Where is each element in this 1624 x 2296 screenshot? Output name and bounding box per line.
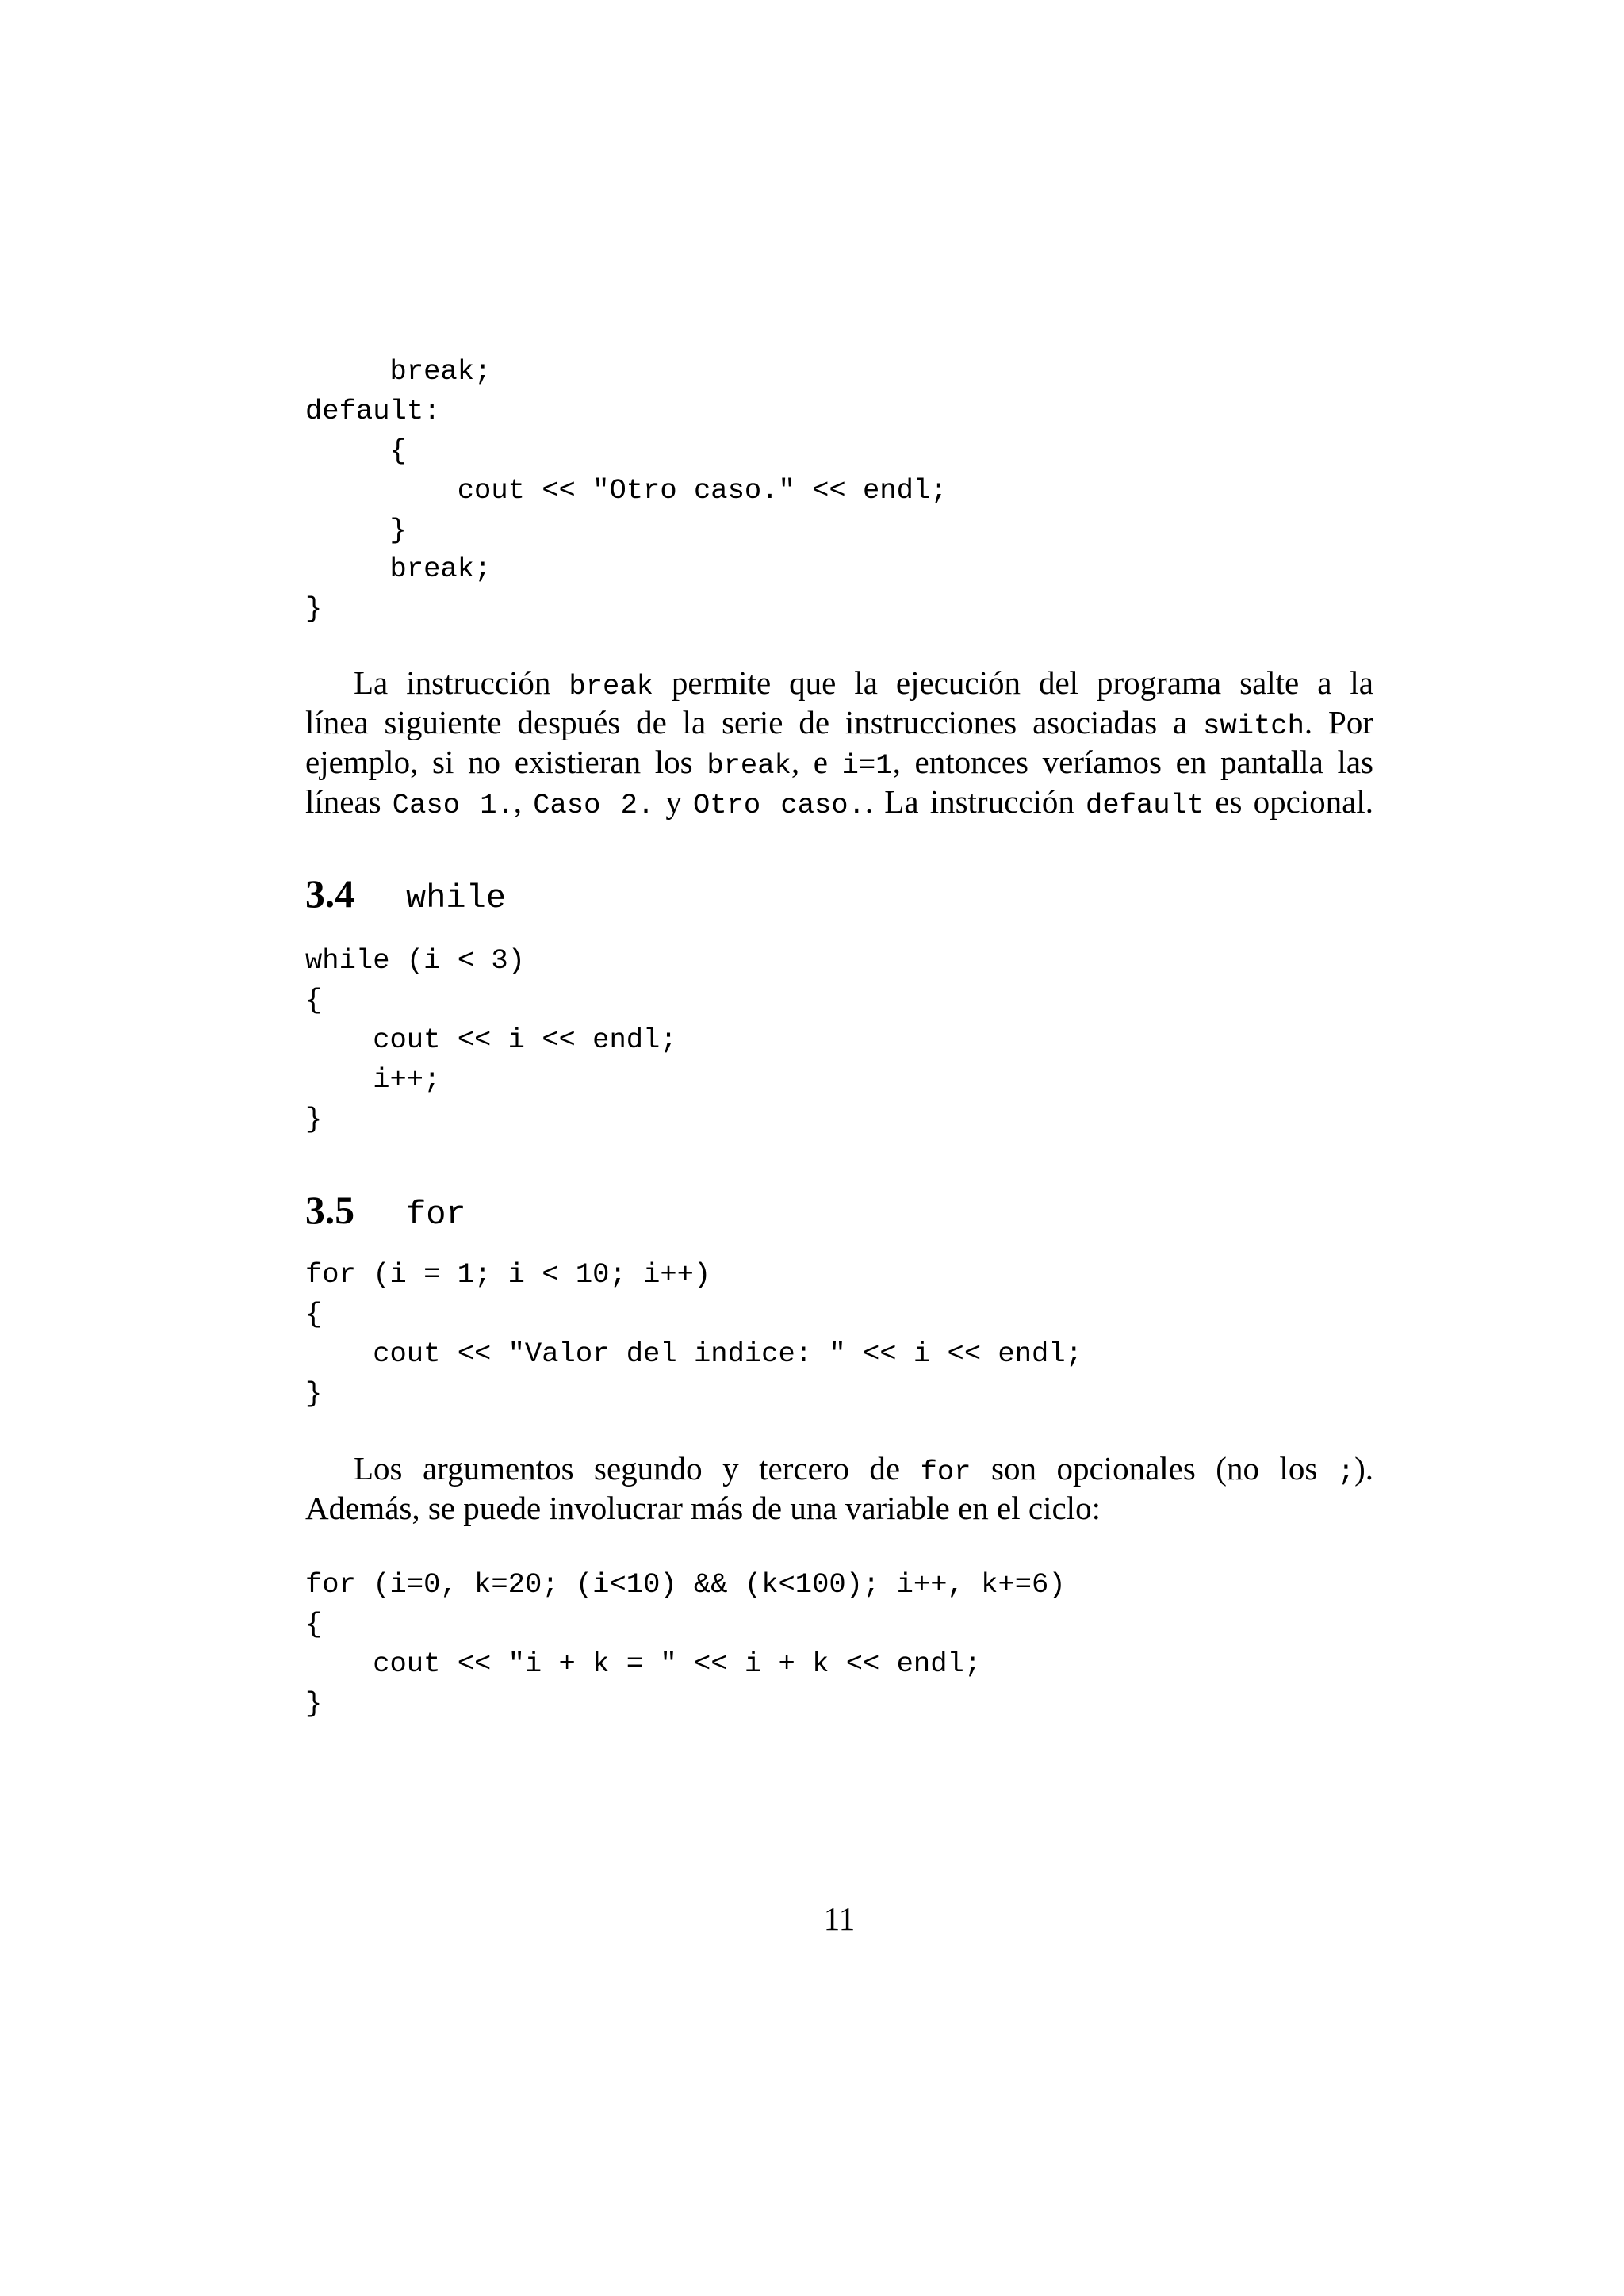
paragraph-text: Además, se puede involucrar más de una variable en el ciclo: <box>305 1489 1101 1526</box>
section-heading-while <box>305 871 506 918</box>
code-line: } <box>305 1102 323 1135</box>
paragraph-text: , <box>513 783 534 820</box>
paragraph-line <box>305 783 1373 822</box>
code-line: } <box>389 513 407 546</box>
paragraph-text: ejemplo, si no existieran los <box>305 743 707 780</box>
paragraph-text: . Por <box>1304 703 1373 740</box>
inline-code: Caso 2. <box>533 788 655 821</box>
code-line: for (i=0, k=20; (i<10) && (k<100); i++, k+=6) <box>305 1568 1066 1601</box>
inline-code: i=1 <box>841 748 893 782</box>
code-line: } <box>305 1376 323 1410</box>
paragraph-line <box>305 1489 1373 1529</box>
paragraph-text: , e <box>791 743 842 780</box>
code-line: { <box>305 1297 323 1330</box>
section-title: while <box>406 879 507 917</box>
code-line: cout << "Otro caso." << endl; <box>457 473 948 507</box>
paragraph-line <box>305 664 1373 703</box>
inline-code: switch <box>1203 709 1304 742</box>
code-line: { <box>389 434 407 467</box>
inline-code: ; <box>1337 1456 1355 1488</box>
inline-code: for <box>920 1456 971 1488</box>
code-block-for <box>305 1255 1082 1414</box>
code-line: for (i = 1; i < 10; i++) <box>305 1258 711 1291</box>
paragraph-text: línea siguiente después de la serie de instrucciones asociadas a <box>305 703 1204 740</box>
code-line: } <box>305 1686 323 1720</box>
paragraph-text: , entonces veríamos en pantalla las <box>892 743 1373 780</box>
code-line: break; <box>389 355 492 388</box>
inline-code: default <box>1086 788 1205 821</box>
inline-code: Caso 1. <box>392 788 514 821</box>
section-heading-for <box>305 1187 466 1234</box>
code-line: cout << "Valor del indice: " << i << endl; <box>373 1337 1082 1370</box>
code-line: break; <box>389 553 492 586</box>
paragraph-text: es opcional. <box>1204 783 1374 820</box>
code-line: default: <box>305 394 441 427</box>
paragraph-text: y <box>654 783 693 820</box>
section-title: for <box>406 1196 466 1234</box>
code-block-for-two-variables <box>305 1565 1066 1724</box>
paragraph-line <box>305 1449 1373 1489</box>
code-line: cout << i << endl; <box>373 1023 677 1056</box>
paragraph-text: permite que la ejecución del programa salte a la <box>653 664 1374 701</box>
code-line: while (i < 3) <box>305 944 525 977</box>
paragraph-text: son opcionales (no los <box>971 1450 1338 1487</box>
paragraph-text: La instrucción <box>354 664 569 701</box>
paragraph-for-arguments <box>305 1449 1373 1529</box>
paragraph-text: . La instrucción <box>864 783 1086 820</box>
paragraph-line <box>305 743 1373 783</box>
code-line: i++; <box>373 1062 441 1096</box>
section-number: 3.5 <box>305 1188 354 1232</box>
section-number: 3.4 <box>305 872 354 916</box>
inline-code: break <box>707 748 791 782</box>
inline-code: Otro caso. <box>692 788 865 821</box>
code-line: cout << "i + k = " << i + k << endl; <box>373 1647 982 1680</box>
inline-code: break <box>569 670 653 702</box>
code-line: } <box>305 592 323 626</box>
code-line: { <box>305 983 323 1016</box>
paragraph-break-explanation <box>305 664 1373 822</box>
code-block-while <box>305 941 677 1138</box>
paragraph-text: líneas <box>305 783 393 820</box>
paragraph-text: Los argumentos segundo y tercero de <box>354 1450 921 1487</box>
paragraph-line <box>305 703 1373 743</box>
paragraph-text: ). <box>1354 1450 1373 1487</box>
code-block-switch-end <box>305 352 948 629</box>
page-number: 11 <box>823 1900 856 1937</box>
code-line: { <box>305 1607 323 1640</box>
